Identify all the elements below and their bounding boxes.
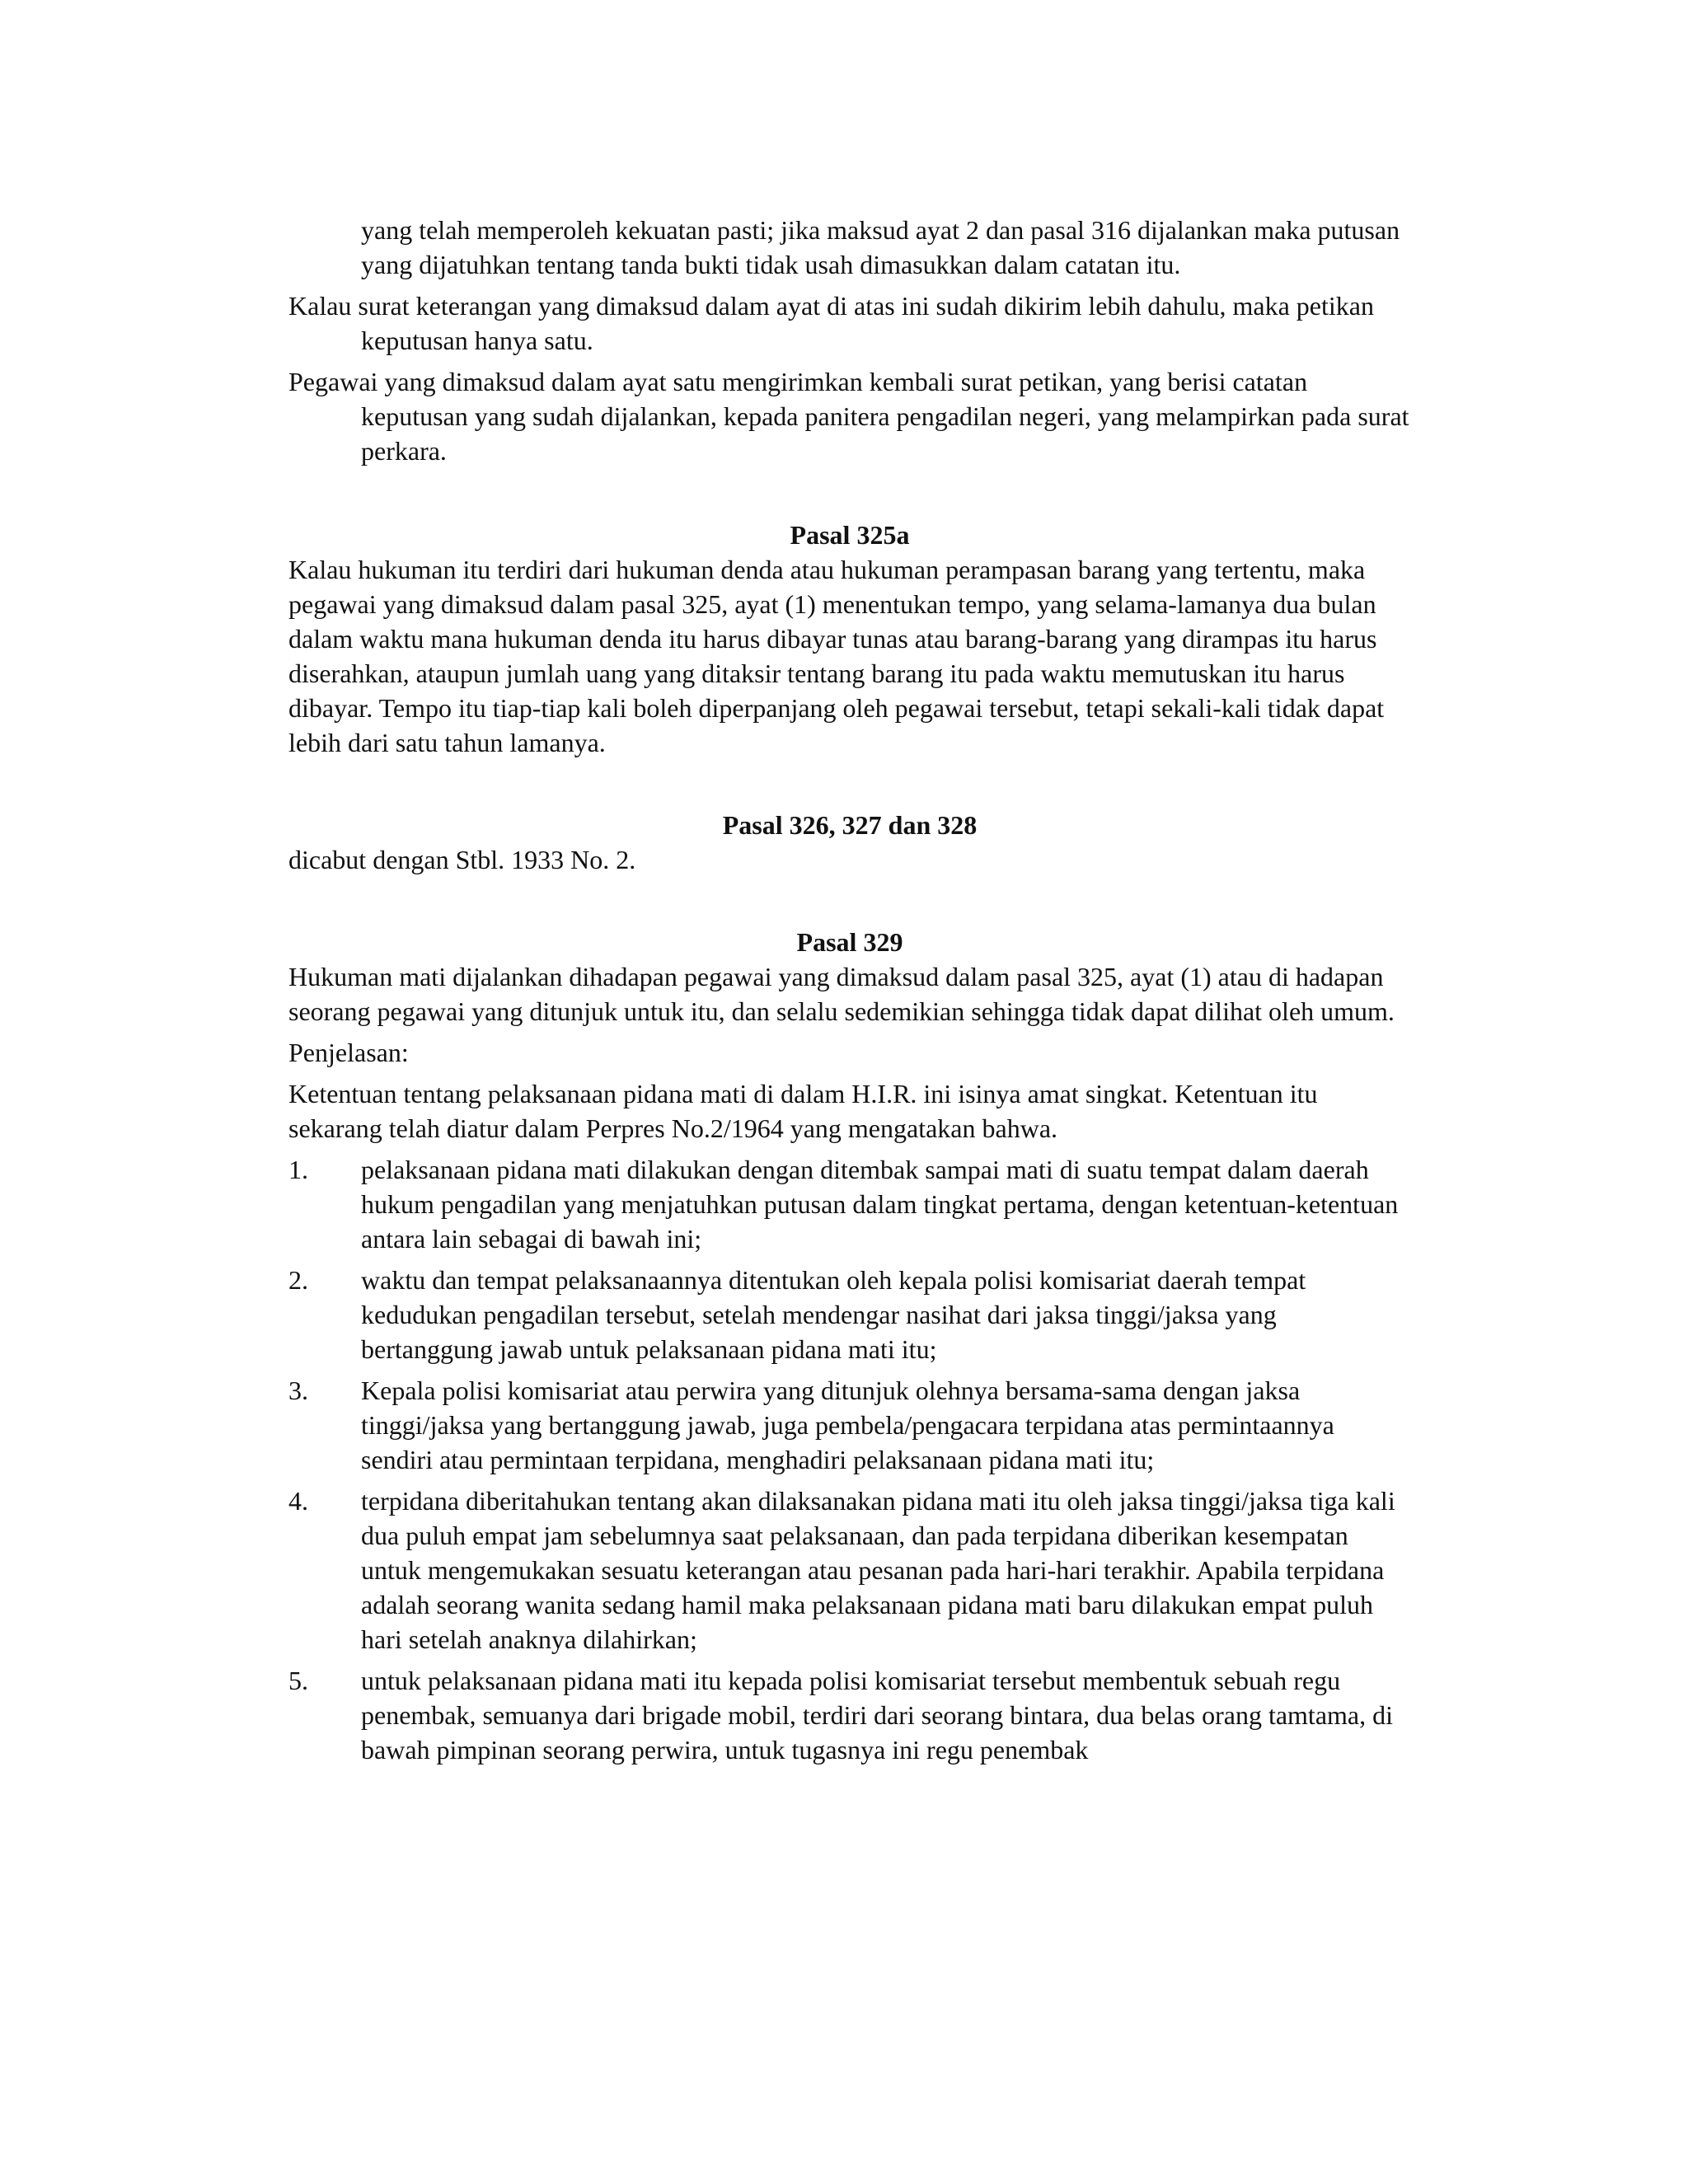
body-pasal-329: Hukuman mati dijalankan dihadapan pegawai yang dimaksud dalam pasal 325, ayat (1) atau di hadapan seorang pegawai yang ditunjuk untuk itu, dan selalu sedemikian sehingga tidak dapat dilihat oleh umum. [288,962,1395,1026]
list-item-number: 3. [288,1376,308,1405]
body-pasal-326-327-328: dicabut dengan Stbl. 1933 No. 2. [288,845,636,874]
list-item-number: 4. [288,1486,308,1516]
section-pasal-329 [288,925,1411,1767]
penjelasan-intro: Ketentuan tentang pelaksanaan pidana mati di dalam H.I.R. ini isinya amat singkat. Ketentuan itu sekarang telah diatur dalam Perpres No.2/1964 yang mengatakan bahwa. [288,1079,1318,1143]
penjelasan-list [288,1152,1411,1767]
heading-pasal-329: Pasal 329 [796,927,903,957]
list-item [288,1152,1411,1256]
paragraph-pegawai: Pegawai yang dimaksud dalam ayat satu mengirimkan kembali surat petikan, yang berisi catatan keputusan yang sudah dijalankan, kepada panitera pengadilan negeri, yang melampirkan pada surat perkara. [288,367,1409,466]
body-pasal-325a: Kalau hukuman itu terdiri dari hukuman denda atau hukuman perampasan barang yang tertentu, maka pegawai yang dimaksud dalam pasal 325, ayat (1) menentukan tempo, yang selama-lamanya dua bulan dalam waktu mana hukuman denda itu harus dibayar tunas atau barang-barang yang dirampas itu harus diserahkan, ataupun jumlah uang yang ditaksir tentang barang itu pada waktu memutuskan itu harus dibayar. Tempo itu tiap-tiap kali boleh diperpanjang oleh pegawai tersebut, tetapi sekali-kali tidak dapat lebih dari satu tahun lamanya. [288,555,1385,757]
section-pasal-326-327-328 [288,808,1411,877]
paragraph-kalau-surat: Kalau surat keterangan yang dimaksud dalam ayat di atas ini sudah dikirim lebih dahulu, maka petikan keputusan hanya satu. [288,291,1374,355]
heading-pasal-325a: Pasal 325a [790,520,910,550]
section-pasal-325a [288,518,1411,760]
penjelasan-label: Penjelasan: [288,1038,409,1067]
list-item-number: 5. [288,1666,308,1695]
list-item [288,1373,1411,1477]
list-item-text: terpidana diberitahukan tentang akan dilaksanakan pidana mati itu oleh jaksa tinggi/jaksa tiga kali dua puluh empat jam sebelumnya saat pelaksanaan, dan pada terpidana diberikan kesempatan untuk mengemukakan sesuatu keterangan atau pesanan pada hari-hari terakhir. Apabila terpidana adalah seorang wanita sedang hamil maka pelaksanaan pidana mati baru dilakukan empat puluh hari setelah anaknya dilahirkan; [361,1486,1395,1654]
list-item [288,1663,1411,1767]
list-item-text: pelaksanaan pidana mati dilakukan dengan ditembak sampai mati di suatu tempat dalam daerah hukum pengadilan yang menjatuhkan putusan dalam tingkat pertama, dengan ketentuan-ketentuan antara lain sebagai di bawah ini; [361,1155,1399,1254]
continuation-paragraph: yang telah memperoleh kekuatan pasti; jika maksud ayat 2 dan pasal 316 dijalankan maka putusan yang dijatuhkan tentang tanda bukti tidak usah dimasukkan dalam catatan itu. [361,215,1400,279]
list-item-text: waktu dan tempat pelaksanaannya ditentukan oleh kepala polisi komisariat daerah tempat kedudukan pengadilan tersebut, setelah mendengar nasihat dari jaksa tinggi/jaksa yang bertanggung jawab untuk pelaksanaan pidana mati itu; [361,1265,1306,1364]
list-item [288,1263,1411,1366]
list-item-text: Kepala polisi komisariat atau perwira yang ditunjuk olehnya bersama-sama dengan jaksa tinggi/jaksa yang bertanggung jawab, juga pembela/pengacara terpidana atas permintaannya sendiri atau permintaan terpidana, menghadiri pelaksanaan pidana mati itu; [361,1376,1334,1474]
heading-pasal-326-327-328: Pasal 326, 327 dan 328 [722,810,978,840]
list-item [288,1483,1411,1657]
document-page [288,213,1411,1774]
list-item-number: 1. [288,1155,308,1184]
list-item-number: 2. [288,1265,308,1295]
list-item-text: untuk pelaksanaan pidana mati itu kepada polisi komisariat tersebut membentuk sebuah regu penembak, semuanya dari brigade mobil, terdiri dari seorang bintara, dua belas orang tamtama, di bawah pimpinan seorang perwira, untuk tugasnya ini regu penembak [361,1666,1393,1765]
